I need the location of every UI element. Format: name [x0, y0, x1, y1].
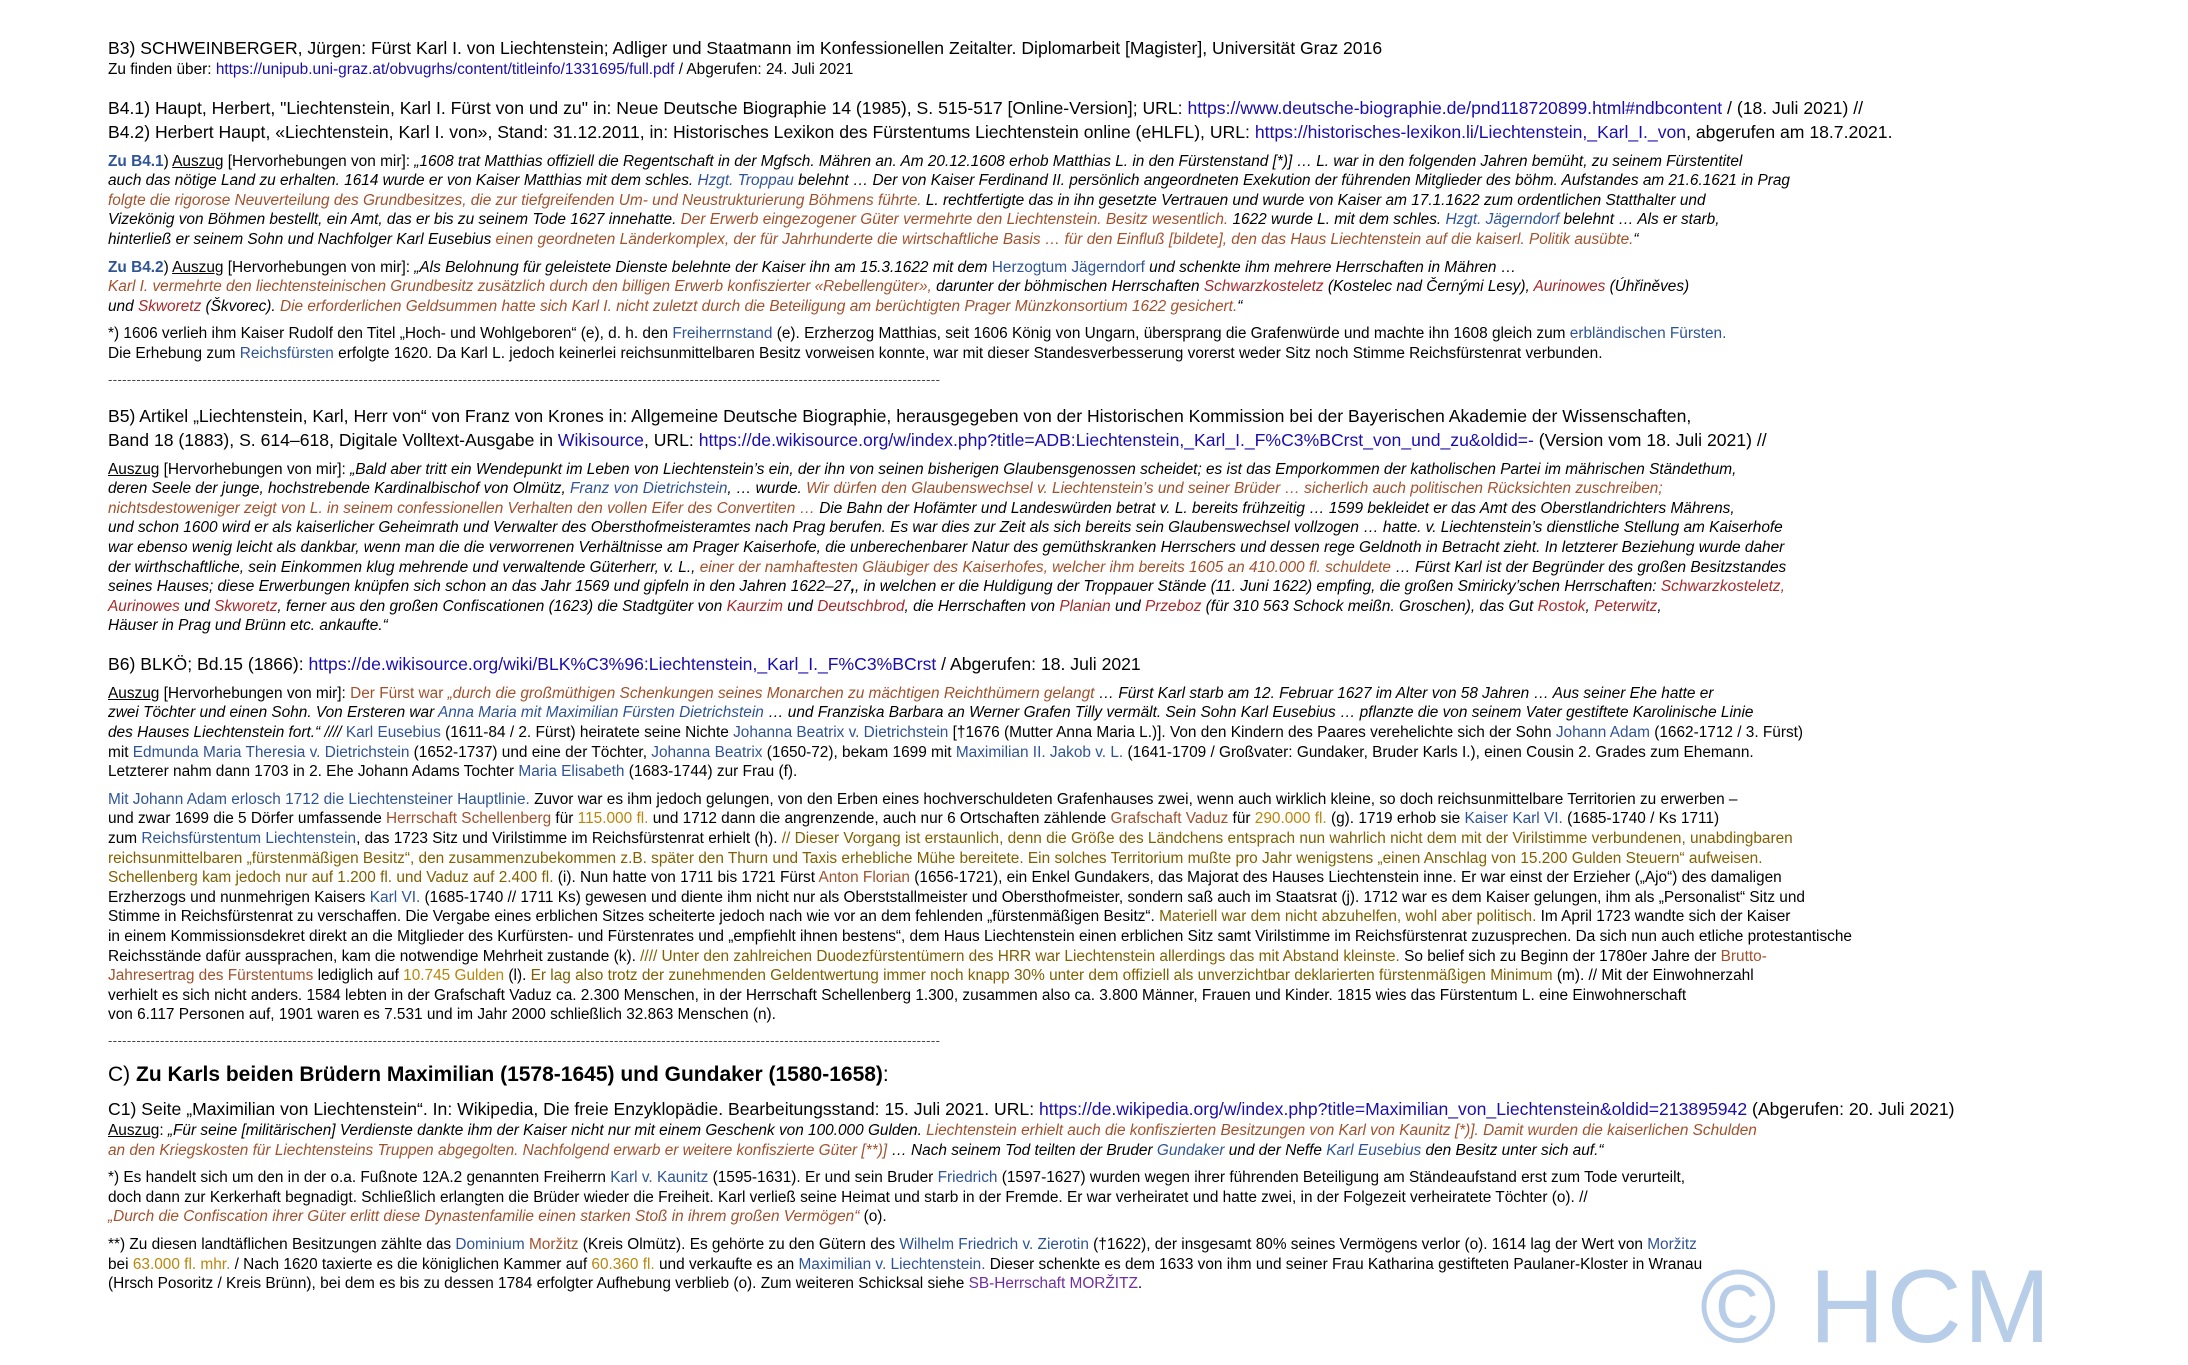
- text: “: [1633, 230, 1639, 248]
- text: Vizekönig von Böhmen bestellt, ein Amt, das er bis zu seinem Tode 1627 innehatte.: [108, 211, 681, 229]
- highlight-text: Mit Johann Adam erlosch 1712 die Liechtensteiner Hauptlinie.: [108, 790, 530, 808]
- heading-text: Zu Karls beiden Brüdern Maximilian (1578-1645) und Gundaker (1580-1658): [136, 1062, 883, 1086]
- excerpt-line: [108, 829, 2168, 849]
- text: (e). Erzherzog Matthias, seit 1606 König von Ungarn, übersprang die Grafenwürde und machte ihn 1608 gleich zum: [772, 325, 1570, 343]
- text: zum: [108, 830, 142, 848]
- text: B4.1) Haupt, Herbert, "Liechtenstein, Karl I. Fürst von und zu" in: Neue Deutsche Biographie 14 (1985), S. 515-517 [Online-Version]; URL:: [108, 97, 1188, 118]
- excerpt-line: [108, 297, 2168, 317]
- highlight-text: „Durch die Confiscation ihrer Güter erlitt diese Dynastenfamilie einen starken Stoß in ihrem großen Vermögen“: [108, 1208, 860, 1226]
- text: *) Es handelt sich um den in der o.a. Fußnote 12A.2 genannten Freiherrn: [108, 1169, 611, 1187]
- text: ): [163, 152, 173, 170]
- text: C): [108, 1062, 136, 1086]
- quote-text: … Fürst Karl starb am 12. Februar 1627 im Alter von 58 Jahren … Aus seiner Ehe hatte er: [1094, 684, 1714, 702]
- text: Band 18 (1883), S. 614–618, Digitale Volltext-Ausgabe in: [108, 429, 558, 450]
- text: (1685-1740 / Ks 1711): [1562, 810, 1720, 828]
- footnote-line: [108, 1207, 2168, 1227]
- place-name: Kaurzim: [726, 597, 784, 615]
- excerpt-line: [108, 790, 2168, 810]
- text: , ferner aus den großen Confiscationen (1623) die Stadtgüter von: [277, 597, 727, 615]
- text: (g). 1719 erhob sie: [1326, 810, 1465, 828]
- zu-b4-1-label: Zu B4.1: [108, 152, 164, 170]
- text: / Abgerufen: 24. Juli 2021: [674, 61, 854, 78]
- freiherrnstand-link[interactable]: Freiherrnstand: [672, 325, 773, 343]
- text: … und Franziska Barbara an Werner Grafen Tilly vermält. Sein Sohn Karl Eusebius … pflanzte die von seinem Vater gestiftete Karolinische Linie: [763, 704, 1754, 722]
- place-name: Skworetz: [214, 597, 278, 615]
- c1-url-link[interactable]: https://de.wikipedia.org/w/index.php?title=Maximilian_von_Liechtenstein&oldid=213895942: [1038, 1098, 1748, 1119]
- auszug-label: Auszug: [172, 258, 224, 276]
- highlight-text: Der Erwerb eingezogener Güter vermehrte den Liechtenstein. Besitz wesentlich.: [680, 211, 1229, 229]
- text: Die Bahn der Hofämter und Landeswürden betrat v. L. bereits frühzeitig … 1599 bekleidet er das Amt des Oberstlandrichters Mährens,: [814, 499, 1735, 517]
- dietrichstein-link[interactable]: Franz von Dietrichstein: [570, 480, 728, 498]
- footnote-line: [108, 344, 2168, 364]
- excerpt-line: [108, 762, 2168, 782]
- text: / Nach 1620 taxierte es die königlichen Kammer auf: [230, 1255, 592, 1273]
- person-link[interactable]: Johanna Beatrix: [651, 743, 763, 761]
- text: (†1622), der insgesamt 80% seines Vermögens verlor (o). 1614 lag der Wert von: [1088, 1235, 1648, 1253]
- troppau-link[interactable]: Hzgt. Troppau: [697, 172, 794, 190]
- text: (für 310 563 Schock meißn. Groschen), das Gut: [1201, 597, 1538, 615]
- text: und zwar 1699 die 5 Dörfer umfassende: [108, 810, 387, 828]
- place-name: Aurinowes: [108, 597, 180, 615]
- person-link[interactable]: Friedrich: [937, 1169, 998, 1187]
- text: **) Zu diesen landtäflichen Besitzungen zählte das: [108, 1235, 456, 1253]
- text: mit: [108, 743, 133, 761]
- separator-line: --------------------------------------------------------------------------------------------------------------------------------------------------------------------------------: [108, 1032, 941, 1048]
- excerpt-line: [108, 888, 2168, 908]
- highlight-text: einen geordneten Länderkomplex, der für Jahrhunderte die wirtschaftliche Basis … für den Einfluß [bildete], den das Haus Liechtenstein auf die kaiserl. Politik ausübte.: [495, 230, 1634, 248]
- text: .: [1137, 1275, 1143, 1293]
- text: hinterließ er seinem Sohn und Nachfolger Karl Eusebius: [108, 230, 496, 248]
- auszug-label: Auszug: [108, 684, 160, 702]
- text: Zuvor war es ihm jedoch gelungen, von den Erben eines hochverschuldeten Grafenhauses zwei, wenn auch wirklich kleine, so doch reichsunmittelbare Territorien zu erwerben –: [529, 790, 1738, 808]
- text: (1597-1627) wurden wegen ihrer führenden Beteiligung am Ständeaufstand erst zum Tode verurteilt,: [997, 1169, 1686, 1187]
- text: , URL:: [643, 429, 699, 450]
- excerpt-line: [108, 210, 2168, 230]
- place-name: Schwarzkosteletz: [1203, 278, 1324, 296]
- excerpt-line: [108, 230, 2168, 250]
- person-link[interactable]: Karl v. Kaunitz: [610, 1169, 709, 1187]
- person-link[interactable]: Maximilian v. Liechtenstein.: [798, 1255, 986, 1273]
- text: (Úhřiněves): [1605, 278, 1690, 296]
- text: (1595-1631). Er und sein Bruder: [708, 1169, 938, 1187]
- text: (1652-1737) und eine der Töchter,: [409, 743, 652, 761]
- text: Stimme in Reichsfürstenrat zu verschaffen. Die Vergabe eines erblichen Sitzes scheiterte jedoch nach wie vor an dem fehlenden „fürstenmäßigen Besitz“.: [108, 908, 1160, 926]
- text: und: [108, 297, 138, 315]
- text: (Version vom 18. Juli 2021) //: [1533, 429, 1767, 450]
- link-text[interactable]: Jahresertrag des Fürstentums: [108, 967, 314, 985]
- quote-text: „Als Belohnung für geleistete Dienste belehnte der Kaiser ihn am 15.3.1622 mit dem: [414, 258, 992, 276]
- place-name: Peterwitz: [1594, 597, 1658, 615]
- place-name: Aurinowes: [1533, 278, 1606, 296]
- highlight-text: einer der namhaftesten Gläubiger des Kaiserhofes, welcher ihm bereits 1605 an 410.000 fl. schuldete: [699, 558, 1391, 576]
- place-name: Schwarzkosteletz,: [1660, 578, 1785, 596]
- text: deren Seele der junge, hochstrebende Kardinalbischof von Olmütz,: [108, 480, 571, 498]
- text: (Kostelec nad Černými Lesy),: [1323, 278, 1534, 296]
- place-link[interactable]: Herrschaft Schellenberg: [386, 810, 552, 828]
- excerpt-line: [108, 703, 2168, 723]
- excerpt-line: [108, 723, 2168, 743]
- quote-text: und schenkte ihm mehrere Herrschaften in Mähren …: [1144, 258, 1517, 276]
- text: Reichsstände dafür aussprachen, kam die notwendige Mehrheit zustande (k).: [108, 947, 641, 965]
- b5-citation-line-1: B5) Artikel „Liechtenstein, Karl, Herr von“ von Franz von Krones in: Allgemeine Deutsche Biographie, herausgegeben von der Historischen Kommission bei der Bayerischen Akademie der Wissenschaften,: [108, 405, 1692, 426]
- amount-text: 115.000 fl.: [577, 810, 649, 828]
- text: :: [159, 1121, 168, 1139]
- text: :: [882, 1062, 889, 1086]
- text: , das 1723 Sitz und Virilstimme im Reichsfürstenrat erhielt (h).: [356, 830, 782, 848]
- text: (1656-1721), ein Enkel Gundakers, das Majorat des Hauses Liechtenstein inne. Er war einst der Erzieher („Ajo“) des damaligen: [909, 869, 1782, 887]
- place-name: Rostok: [1537, 597, 1586, 615]
- person-link[interactable]: Maria Elisabeth: [518, 763, 625, 781]
- text: darunter der böhmischen Herrschaften: [931, 278, 1204, 296]
- text: C1) Seite „Maximilian von Liechtenstein“. In: Wikipedia, Die freie Enzyklopädie. Bearbeitungsstand: 15. Juli 2021. URL:: [108, 1098, 1039, 1119]
- place-name: Skworetz: [137, 297, 202, 315]
- text: B4.2) Herbert Haupt, «Liechtenstein, Karl I. von», Stand: 31.12.2011, in: Historisches Lexikon des Fürstentums Liechtenstein online (eHLFL), URL:: [108, 121, 1255, 142]
- excerpt-line: [108, 809, 2168, 829]
- text: Im April 1723 wandte sich der Kaiser: [1536, 908, 1791, 926]
- text: Dieser schenkte es dem 1633 von ihm und seiner Frau Katharina gestifteten Paulaner-Kloster in Wranau: [985, 1255, 1703, 1273]
- place-link[interactable]: Grafschaft Vaduz: [1110, 810, 1229, 828]
- person-link[interactable]: Karl Eusebius: [1326, 1141, 1422, 1159]
- b4-footnote: [108, 324, 2168, 363]
- text: den Besitz unter sich auf.“: [1421, 1141, 1604, 1159]
- b4-2-citation: [108, 120, 2168, 144]
- text: ,: [1585, 597, 1595, 615]
- b6-excerpt-paragraph-2: [108, 790, 2168, 1025]
- highlight-text: „durch die großmüthigen Schenkungen seines Monarchen zu mächtigen Reichthümern gelangt: [447, 684, 1095, 702]
- highlight-text: Karl I. vermehrte den liechtensteinischen Grundbesitz zusätzlich durch den billigen Erwerb konfiszierter «Rebellengüter»,: [108, 278, 932, 296]
- text: erfolgte 1620. Da Karl L. jedoch keinerlei reichsunmittelbaren Besitz vorweisen konnte, war mit dieser Standesverbesserung vorerst weder Sitz noch Stimme Reichsfürstenrat verbunden.: [333, 344, 1603, 362]
- excerpt-line: [108, 191, 2168, 211]
- highlight-text: Wir dürfen den Glaubenswechsel v. Liechtenstein’s und seiner Brüder … sicherlich auch politischen Rücksichten zuschreiben;: [806, 480, 1663, 498]
- text: zwei Töchter und einen Sohn. Von Ersteren war: [108, 704, 438, 722]
- text: (i). Nun hatte von 1711 bis 1721 Fürst: [553, 869, 819, 887]
- b5-citation-line-2: [108, 428, 2168, 452]
- erblaendische-fuersten-link[interactable]: erbländischen Fürsten.: [1569, 325, 1727, 343]
- person-link[interactable]: Anna Maria mit Maximilian Fürsten Dietrichstein: [437, 704, 764, 722]
- excerpt-line: reichsunmittelbaren „fürstenmäßigen Besitz“, den zusammenzubekommen z.B. später den Thurn und Taxis erhebliche Mühe bereitete. Ein solches Territorium mußte pro Jahr wenigstens „einen Anschlag von 15.200 Gulden Steuern“ aufweisen.: [108, 849, 1763, 867]
- text: und: [783, 597, 818, 615]
- b4-2-excerpt: [108, 258, 2168, 317]
- b4-1-excerpt: [108, 152, 2168, 250]
- text: [†1676 (Mutter Anna Maria L.)]. Von den Kindern des Paares verehelichte sich der Sohn: [948, 724, 1556, 742]
- excerpt-line: und schon 1600 wird er als kaiserlicher Geheimrath und Verwalter des Obersthofmeisteramtes nach Prag berufen. Es war dies zur Zeit als sich bereits sein Glaubenswechsel vollzogen … hatte. v. Liechtenstein’s dienstliche Stellung am Kaiserhofe: [108, 519, 1783, 537]
- amount-text: 60.360 fl.: [591, 1255, 655, 1273]
- highlight-text: Schellenberg kam jedoch nur auf 1.200 fl. und Vaduz auf 2.400 fl.: [108, 869, 554, 887]
- excerpt-line: war ebenso wenig leicht als dankbar, wenn man die die verworrenen Verhältnisse am Prager Kaiserhofe, die unberechenbarer Natur des gemüthskranken Herrschers und dessen rege Geldnoth in Betracht zieht. In letzterer Beziehung wurde daher: [108, 538, 1785, 556]
- zu-b4-2-label: Zu B4.2: [108, 258, 164, 276]
- highlight-text: Die erforderlichen Geldsummen hatte sich Karl I. nicht zuletzt durch die Beteiligung am berüchtigten Prager Münzkonsortium 1622 gesichert.: [279, 297, 1238, 315]
- excerpt-line: [108, 152, 2168, 172]
- link-text[interactable]: Dominium: [455, 1235, 525, 1253]
- quote-text: „Für seine [militärischen] Verdienste dankte ihm der Kaiser nicht nur mit einem Geschenk von 100.000 Gulden.: [167, 1121, 927, 1139]
- person-link[interactable]: Edmunda Maria Theresia v. Dietrichstein: [132, 743, 410, 761]
- text: … Nach seinem Tod teilten der Bruder: [887, 1141, 1157, 1159]
- text: Die Erhebung zum: [108, 344, 240, 362]
- text: für: [1228, 810, 1255, 828]
- footnote-line: [108, 1168, 2168, 1188]
- b3-title: B3) SCHWEINBERGER, Jürgen: Fürst Karl I. von Liechtenstein; Adliger und Staatmann im Konfessionellen Zeitalter. Diplomarbeit [Magister], Universität Graz 2016: [108, 38, 1383, 58]
- excerpt-line: [108, 499, 2168, 519]
- excerpt-line: in einem Kommissionsdekret direkt an die Mitglieder des Kurfürsten- und Fürstenrates und „empfiehlt ihnen bestens“, dem Haus Liechtenstein einen erblichen Sitz samt Virilstimme im Reichsfürstenrat zuzusprechen. Da sich nun auch etliche protestantische: [108, 928, 1852, 945]
- person-link[interactable]: Kaiser Karl VI.: [1464, 810, 1563, 828]
- person-link[interactable]: Maximilian II. Jakob v. L.: [955, 743, 1124, 761]
- highlight-text: nichtsdestoweniger zeigt von L. in seinem confessionellen Verhalten den vollen Eifer des Convertiten …: [108, 499, 815, 517]
- text: und der Neffe: [1224, 1141, 1327, 1159]
- text: (Škvorec).: [201, 297, 280, 315]
- jaegerndorf-link[interactable]: Hzgt. Jägerndorf: [1445, 211, 1560, 229]
- text: des Hauses Liechtenstein fort.“ ////: [108, 724, 346, 742]
- c1-footnote-1: [108, 1168, 2168, 1227]
- excerpt-line: von 6.117 Personen auf, 1901 waren es 7.531 und im Jahr 2000 schließlich 32.863 Menschen (n).: [108, 1006, 776, 1024]
- b3-url-link[interactable]: https://unipub.uni-graz.at/obvugrhs/content/titleinfo/1331695/full.pdf: [215, 61, 675, 78]
- b4-1-url-link[interactable]: https://www.deutsche-biographie.de/pnd118720899.html#ndbcontent: [1187, 97, 1723, 118]
- text: seines Hauses; diese Erwerbungen knüpfen sich schon an das Jahr 1569 und gipfeln in den Jahren 1622–27: [108, 578, 851, 596]
- auszug-label: Auszug: [172, 152, 224, 170]
- excerpt-line: [108, 258, 2168, 278]
- highlight-text: //// Unter den zahlreichen Duodezfürstentümern des HRR war Liechtenstein allerdings das mit Abstand kleinste.: [640, 947, 1400, 965]
- text: , abgerufen am 18.7.2021.: [1686, 121, 1893, 142]
- herzogtum-jaegerndorf-link[interactable]: Herzogtum Jägerndorf: [991, 258, 1145, 276]
- c1-citation: [108, 1097, 2168, 1121]
- text: (1650-72), bekam 1699 mit: [762, 743, 956, 761]
- excerpt-line: [108, 947, 2168, 967]
- b3-source-line: [108, 60, 2168, 80]
- place-name: Planian: [1059, 597, 1111, 615]
- text: Erzherzogs und nunmehrigen Kaisers: [108, 888, 370, 906]
- person-link[interactable]: Karl Eusebius: [345, 724, 441, 742]
- highlight-text: Liechtenstein erhielt auch die konfiszierten Besitzungen von Karl von Kaunitz [*)]. Damit wurden die kaiserlichen Schulden: [926, 1121, 1757, 1139]
- text: So belief sich zu Beginn der 1780er Jahre der: [1399, 947, 1721, 965]
- highlight-text: Der Fürst war: [350, 684, 448, 702]
- highlight-text: folgte die rigorose Neuverteilung des Grundbesitzes, die zur tiefgreifenden Um- und Neustrukturierung Böhmens führte.: [108, 191, 922, 209]
- excerpt-line: [108, 1121, 2168, 1141]
- auszug-label: Auszug: [108, 1121, 160, 1139]
- text: [Hervorhebungen von mir]:: [159, 460, 351, 478]
- text: (Abgerufen: 20. Juli 2021): [1747, 1098, 1955, 1119]
- excerpt-line: [108, 1141, 2168, 1161]
- text: L. rechtfertigte das in ihn gesetzte Vertrauen und wurde von Kaiser am 17.1.1622 zum ordentlichen Statthalter und: [921, 191, 1706, 209]
- text: “: [1237, 297, 1243, 315]
- excerpt-line: [108, 171, 2168, 191]
- document-page: [108, 36, 2168, 1294]
- b6-url-link[interactable]: https://de.wikisource.org/wiki/BLK%C3%96:Liechtenstein,_Karl_I._F%C3%BCrst: [308, 653, 937, 674]
- excerpt-line: Häuser in Prag und Brünn etc. ankaufte.“: [108, 617, 388, 635]
- person-link[interactable]: Johann Adam: [1555, 724, 1650, 742]
- text: , die Herrschaften von: [904, 597, 1060, 615]
- text: und: [179, 597, 215, 615]
- text: [Hervorhebungen von mir]:: [223, 152, 415, 170]
- quote-text: „1608 trat Matthias offiziell die Regentschaft in der Mgfsch. Mähren an. Am 20.12.1608 erhob Matthias L. in den Fürstenstand [*)] … L. war in den folgenden Jahren bemüht, zu seinem Fürstentitel: [414, 152, 1743, 170]
- person-link[interactable]: Karl VI.: [369, 888, 421, 906]
- place-name: Deutschbrod: [817, 597, 905, 615]
- text: und 1712 dann die angrenzende, auch nur 6 Ortschaften zählende: [648, 810, 1111, 828]
- text: (l).: [504, 967, 531, 985]
- b4-2-url-link[interactable]: https://historisches-lexikon.li/Liechtenstein,_Karl_I._von: [1254, 121, 1687, 142]
- quote-text: „Bald aber tritt ein Wendepunkt im Leben von Liechtenstein’s ein, der ihn von seinen bisherigen Glaubensgenossen scheidet; es ist das Emporkommen der katholischen Partei im mährischen Ständethum,: [350, 460, 1737, 478]
- highlight-text: Er lag also trotz der zunehmenden Geldentwertung immer noch knapp 30% unter dem offiziell als unverzichtbar deklarierten fürstenmäßigen Minimum: [530, 967, 1553, 985]
- copyright-watermark: © HCM: [1700, 1249, 2053, 1365]
- b6-citation: [108, 652, 2168, 676]
- excerpt-line: [108, 577, 2168, 597]
- highlight-text: an den Kriegskosten für Liechtensteins Truppen abgegolten. Nachfolgend erwarb er weitere konfiszierte Güter [**)]: [108, 1141, 888, 1159]
- text: 1622 wurde L. mit dem schles.: [1228, 211, 1446, 229]
- text: bei: [108, 1255, 133, 1273]
- text: (o).: [859, 1208, 887, 1226]
- text: ,: [850, 578, 855, 596]
- footnote-line: [108, 324, 2168, 344]
- excerpt-line: [108, 684, 2168, 704]
- place-link[interactable]: Moržitz: [528, 1235, 579, 1253]
- section-c-heading: [108, 1061, 2168, 1089]
- text: der wirthschaftliche, sein Einkommen klug mehrende und verwaltende Güterherr, v. L.,: [108, 558, 700, 576]
- highlight-text: Materiell war dem nicht abzuhelfen, wohl aber politisch.: [1159, 908, 1537, 926]
- text: auch das nötige Land zu erhalten. 1614 wurde er von Kaiser Matthias mit dem schles.: [108, 172, 698, 190]
- place-link[interactable]: Reichsfürstentum Liechtenstein: [141, 830, 357, 848]
- excerpt-line: [108, 597, 2168, 617]
- text: ): [163, 258, 173, 276]
- text: belehnt … Der von Kaiser Ferdinand II. persönlich angeordneten Exekution der führenden Mitglieder des böhm. Aufstandes am 21.6.1621 in Prag: [793, 172, 1790, 190]
- link-text[interactable]: Brutto-: [1720, 947, 1767, 965]
- text: lediglich auf: [313, 967, 404, 985]
- excerpt-line: [108, 460, 2168, 480]
- text: (Kreis Olmütz). Es gehörte zu den Gütern des: [578, 1235, 900, 1253]
- text: (Hrsch Posoritz / Kreis Brünn), bei dem es bis zu dessen 1784 erfolgter Aufhebung verblieb (o). Zum weiteren Schicksal siehe: [108, 1275, 969, 1293]
- excerpt-line: [108, 868, 2168, 888]
- excerpt-line: [108, 479, 2168, 499]
- b5-url-link[interactable]: https://de.wikisource.org/w/index.php?title=ADB:Liechtenstein,_Karl_I._F%C3%BCrst_von_und_zu&oldid=-: [698, 429, 1534, 450]
- c1-excerpt: [108, 1121, 2168, 1160]
- place-link[interactable]: Moržitz: [1647, 1235, 1697, 1253]
- text: und verkaufte es an: [654, 1255, 799, 1273]
- separator-line: --------------------------------------------------------------------------------------------------------------------------------------------------------------------------------: [108, 371, 941, 387]
- place-name: Przeboz: [1144, 597, 1202, 615]
- excerpt-line: [108, 277, 2168, 297]
- text: ,: [1657, 597, 1662, 615]
- text: (1685-1740 // 1711 Ks) gewesen und diente ihm nicht nur als Oberststallmeister und Obersthofmeister, sondern saß auch im Staatsrat (j). 1712 war es dem Kaiser gelungen, ihm als „Personalist“ Sitz und: [420, 888, 1805, 906]
- excerpt-line: [108, 966, 2168, 986]
- text: [Hervorhebungen von mir]:: [223, 258, 415, 276]
- text: für: [551, 810, 578, 828]
- person-link[interactable]: Johanna Beatrix v. Dietrichstein: [733, 724, 949, 742]
- text: … Fürst Karl ist der Begründer des großen Besitzstandes: [1391, 558, 1787, 576]
- excerpt-line: [108, 907, 2168, 927]
- text: (1611-84 / 2. Fürst) heiratete seine Nichte: [440, 724, 734, 742]
- text: , in welchen er die Huldigung der Troppauer Stände (11. Juni 1622) empfing, die großen Smiricky’schen Herrschaften:: [854, 578, 1661, 596]
- person-link[interactable]: Anton Florian: [818, 869, 910, 887]
- reichsfuersten-link[interactable]: Reichsfürsten: [239, 344, 334, 362]
- person-link[interactable]: Wilhelm Friedrich v. Zierotin: [899, 1235, 1089, 1253]
- footnote-line: doch dann zur Kerkerhaft begnadigt. Schließlich erlangten die Brüder wieder die Freiheit. Karl verließ seine Heimat und starb in der Fremde. Er war verheiratet und hatte zwei, in der Folgezeit verheiratete Töchter (o). //: [108, 1188, 1588, 1206]
- text: / (18. Juli 2021) //: [1722, 97, 1863, 118]
- text: belehnt … Als er starb,: [1559, 211, 1720, 229]
- text: B6) BLKÖ; Bd.15 (1866):: [108, 653, 309, 674]
- text: [Hervorhebungen von mir]:: [159, 684, 351, 702]
- text: (1662-1712 / 3. Fürst): [1649, 724, 1804, 742]
- excerpt-line: [108, 743, 2168, 763]
- b5-excerpt: [108, 460, 2168, 636]
- person-link[interactable]: Gundaker: [1156, 1141, 1225, 1159]
- excerpt-line: [108, 558, 2168, 578]
- text: (m). // Mit der Einwohnerzahl: [1552, 967, 1754, 985]
- text: und: [1110, 597, 1145, 615]
- text: , … wurde.: [727, 480, 807, 498]
- amount-text: 10.745 Gulden: [403, 967, 505, 985]
- amount-text: 290.000 fl.: [1254, 810, 1327, 828]
- text: *) 1606 verlieh ihm Kaiser Rudolf den Titel „Hoch- und Wohlgeboren“ (e), d. h. den: [108, 325, 673, 343]
- sb-herrschaft-link[interactable]: SB-Herrschaft MORŽITZ: [968, 1275, 1138, 1293]
- highlight-text: // Dieser Vorgang ist erstaunlich, denn die Größe des Ländchens entsprach nun wahrlich nicht dem mit der Virilstimme verbundenen, unabdingbaren: [781, 830, 1793, 848]
- amount-text: 63.000 fl. mhr.: [132, 1255, 231, 1273]
- excerpt-line: verhielt es sich nicht anders. 1584 lebten in der Grafschaft Vaduz ca. 2.300 Menschen, in der Herrschaft Schellenberg 1.300, zusammen also ca. 3.800 Männer, Frauen und Kinder. 1815 wies das Fürstentum L. eine Einwohnerschaft: [108, 986, 1687, 1004]
- text: / Abgerufen: 18. Juli 2021: [936, 653, 1141, 674]
- text: Zu finden über:: [108, 61, 216, 78]
- b6-excerpt-paragraph-1: [108, 684, 2168, 782]
- text: Letzterer nahm dann 1703 in 2. Ehe Johann Adams Tochter: [108, 763, 519, 781]
- text: (1641-1709 / Großvater: Gundaker, Bruder Karls I.), einen Cousin 2. Grades zum Ehemann.: [1123, 743, 1754, 761]
- auszug-label: Auszug: [108, 460, 160, 478]
- b4-1-citation: [108, 96, 2168, 120]
- text: (1683-1744) zur Frau (f).: [624, 763, 798, 781]
- wikisource-link[interactable]: Wikisource: [557, 429, 644, 450]
